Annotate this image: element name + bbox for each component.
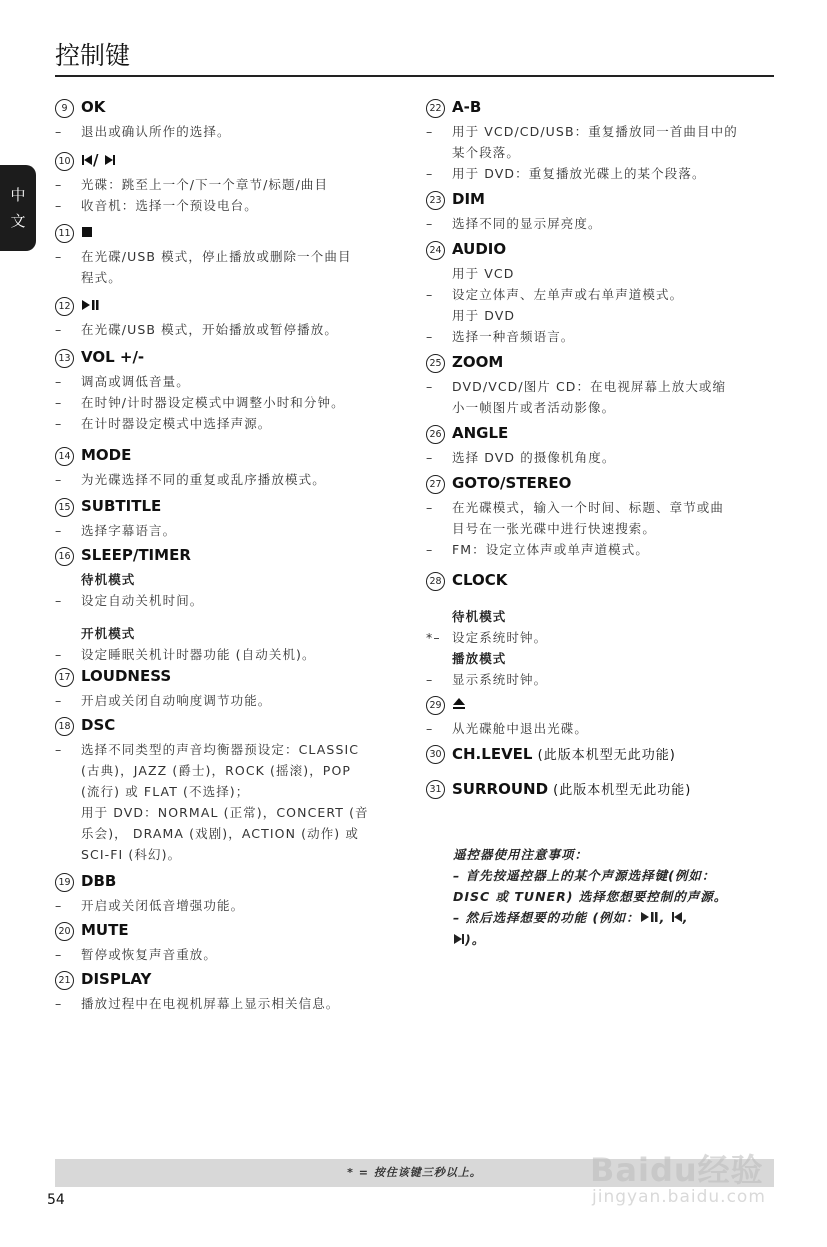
entry-number-badge: 31: [426, 780, 445, 799]
line-text: 在光碟/USB 模式，停止播放或删除一个曲目: [81, 249, 352, 264]
entry-number-badge: 11: [55, 224, 74, 243]
entry-key-label: [81, 921, 129, 939]
entry-number-badge: 21: [55, 971, 74, 990]
line-text: 显示系统时钟。: [452, 672, 548, 687]
line-text: 在计时器设定模式中选择声源。: [81, 416, 272, 431]
bullet-dash: –: [55, 647, 63, 662]
watermark: [590, 1135, 780, 1215]
notes-line-1: – 首先按遥控器上的某个声源选择键(例如：: [453, 868, 716, 883]
line-text: 暂停或恢复声音重放。: [81, 947, 218, 962]
entry-key-label: [452, 353, 503, 371]
entry-number-badge: 14: [55, 447, 74, 466]
previous-icon: [81, 152, 93, 170]
line-text: 选择不同的显示屏亮度。: [452, 216, 602, 231]
bullet-dash: –: [426, 329, 434, 344]
line-text: FM：设定立体声或单声道模式。: [452, 542, 649, 557]
entry-key-label: [452, 474, 571, 492]
unsupported-note: (此版本机型无此功能): [548, 783, 692, 798]
line-text: 选择 DVD 的摄像机角度。: [452, 450, 616, 465]
notes-line-3-text: – 然后选择想要的功能 (例如：: [453, 910, 640, 925]
entry-number-badge: 30: [426, 745, 445, 764]
key-name: CLOCK: [452, 571, 508, 589]
key-name: SLEEP/TIMER: [81, 546, 191, 564]
entry-number-badge: 24: [426, 241, 445, 260]
line-text: 用于 VCD: [452, 266, 515, 281]
entry-number-badge: 10: [55, 152, 74, 171]
bullet-dash: –: [55, 996, 63, 1011]
bullet-dash: –: [426, 500, 434, 515]
entry-number-badge: 12: [55, 297, 74, 316]
bullet-dash: –: [426, 542, 434, 557]
line-text: 用于 VCD/CD/USB：重复播放同一首曲目中的: [452, 124, 738, 139]
key-name: VOL +/-: [81, 348, 145, 366]
line-text: 用于 DVD: [452, 308, 516, 323]
line-text: (流行) 或 FLAT (不选择)；: [81, 784, 250, 799]
line-text: 在光碟模式，输入一个时间、标题、章节或曲: [452, 500, 725, 515]
entry-key-label: [81, 446, 131, 464]
bullet-dash: –: [55, 523, 63, 538]
key-name: DISPLAY: [81, 970, 152, 988]
bullet-dash: –: [55, 742, 63, 757]
eject-icon: [452, 696, 466, 714]
line-text: 待机模式: [81, 572, 136, 587]
key-name: MODE: [81, 446, 132, 464]
title-rule: [55, 75, 774, 77]
line-text: 用于 DVD：重复播放光碟上的某个段落。: [452, 166, 706, 181]
notes-line-2: DISC 或 TUNER) 选择您想要控制的声源。: [453, 889, 728, 904]
key-name: LOUDNESS: [81, 667, 172, 685]
entry-number-badge: 16: [55, 547, 74, 566]
entry-key-label: [81, 151, 116, 170]
entry-number-badge: 22: [426, 99, 445, 118]
line-text: (古典)，JAZZ (爵士)，ROCK (摇滚)，POP: [81, 763, 352, 778]
notes-line-3-end: ,: [682, 910, 689, 925]
entry-key-label: [81, 497, 161, 515]
bullet-dash: –: [55, 322, 63, 337]
line-text: 光碟：跳至上一个/下一个章节/标题/曲目: [81, 177, 329, 192]
notes-line-3: [453, 907, 727, 929]
bullet-dash: –: [426, 166, 434, 181]
entry-number-badge: 27: [426, 475, 445, 494]
entry-key-label: [81, 223, 93, 242]
notes-line-3-sep: ,: [659, 910, 671, 925]
line-text: 设定自动关机时间。: [81, 593, 204, 608]
line-text: 从光碟舱中退出光碟。: [452, 721, 589, 736]
language-tab: [0, 165, 36, 251]
key-name: OK: [81, 98, 106, 116]
entry-key-label: [81, 667, 171, 685]
bullet-dash: –: [55, 593, 63, 608]
key-name: AUDIO: [452, 240, 507, 258]
line-text: 待机模式: [452, 609, 507, 624]
entry-number-badge: 25: [426, 354, 445, 373]
next-icon: [453, 930, 465, 951]
entry-key-label: [452, 571, 507, 589]
entry-key-label: [81, 546, 191, 564]
bullet-dash: –: [426, 450, 434, 465]
line-text: SCI-FI (科幻)。: [81, 847, 182, 862]
entry-number-badge: 20: [55, 922, 74, 941]
key-name: MUTE: [81, 921, 129, 939]
bullet-dash: –: [55, 947, 63, 962]
key-name: SUBTITLE: [81, 497, 162, 515]
line-text: 某个段落。: [452, 145, 521, 160]
line-text: 开启或关闭低音增强功能。: [81, 898, 245, 913]
previous-icon: [671, 908, 683, 929]
entry-key-label: [81, 716, 115, 734]
line-text: 调高或调低音量。: [81, 374, 190, 389]
entry-number-badge: 26: [426, 425, 445, 444]
entry-number-badge: 23: [426, 191, 445, 210]
bullet-dash: –: [55, 124, 63, 139]
line-text: 为光碟选择不同的重复或乱序播放模式。: [81, 472, 326, 487]
line-text: 在时钟/计时器设定模式中调整小时和分钟。: [81, 395, 345, 410]
entry-number-badge: 18: [55, 717, 74, 736]
bullet-dash: –: [426, 287, 434, 302]
notes-line-4: [453, 929, 727, 951]
entry-number-badge: 28: [426, 572, 445, 591]
line-text: 播放过程中在电视机屏幕上显示相关信息。: [81, 996, 340, 1011]
entry-key-label: [81, 98, 105, 116]
line-text: 收音机：选择一个预设电台。: [81, 198, 258, 213]
line-text: 选择不同类型的声音均衡器预设定：CLASSIC: [81, 742, 360, 757]
line-text: 小一帧图片或者活动影像。: [452, 400, 616, 415]
bullet-dash: –: [426, 124, 434, 139]
notes-line-4-text: )。: [465, 932, 486, 947]
line-text: 程式。: [81, 270, 122, 285]
key-name: CH.LEVEL: [452, 745, 533, 763]
line-text: 播放模式: [452, 651, 507, 666]
bullet-dash: –: [55, 898, 63, 913]
bullet-dash: –: [55, 395, 63, 410]
entry-key-label: [81, 872, 116, 890]
bullet-dash: –: [55, 416, 63, 431]
key-name: ZOOM: [452, 353, 504, 371]
entry-key-label: [452, 190, 485, 208]
bullet-dash: –: [55, 374, 63, 389]
entry-number-badge: 17: [55, 668, 74, 687]
bullet-dash: –: [55, 249, 63, 264]
page-title: 控制键: [55, 41, 131, 70]
page-number: 54: [47, 1192, 65, 1208]
key-name: GOTO/STEREO: [452, 474, 572, 492]
entry-number-badge: 9: [55, 99, 74, 118]
stop-icon: [81, 224, 93, 242]
line-text: 设定系统时钟。: [452, 630, 548, 645]
entry-number-badge: 19: [55, 873, 74, 892]
key-name: DSC: [81, 716, 116, 734]
entry-key-label: [452, 424, 508, 442]
line-text: 开机模式: [81, 626, 136, 641]
key-name: DBB: [81, 872, 117, 890]
bullet-dash: –: [426, 672, 434, 687]
entry-number-badge: 15: [55, 498, 74, 517]
line-text: 退出或确认所作的选择。: [81, 124, 231, 139]
entry-key-label: [452, 744, 676, 763]
key-name: A-B: [452, 98, 482, 116]
footer-note: * = 按住该键三秒以上。: [347, 1166, 482, 1179]
entry-key-label: [452, 98, 481, 116]
entry-key-label: [81, 970, 151, 988]
watermark-logo: Baidu经验: [590, 1151, 764, 1189]
bullet-dash: –: [55, 177, 63, 192]
bullet-dash: *–: [426, 630, 441, 645]
remote-usage-notes: [453, 844, 727, 951]
line-text: 选择字幕语言。: [81, 523, 177, 538]
line-text: 设定立体声、左单声或右单声道模式。: [452, 287, 684, 302]
line-text: 目号在一张光碟中进行快速搜索。: [452, 521, 657, 536]
icon-separator: /: [93, 151, 104, 169]
unsupported-note: (此版本机型无此功能): [532, 748, 676, 763]
play-pause-icon: [640, 908, 660, 929]
entry-key-label: [81, 296, 101, 315]
bullet-dash: –: [426, 721, 434, 736]
language-tab-char-2: 文: [10, 212, 26, 230]
key-name: SURROUND: [452, 780, 549, 798]
line-text: 用于 DVD：NORMAL (正常)，CONCERT (音: [81, 805, 369, 820]
next-icon: [104, 152, 116, 170]
line-text: 选择一种音频语言。: [452, 329, 575, 344]
watermark-url: jingyan.baidu.com: [592, 1187, 766, 1207]
key-name: ANGLE: [452, 424, 509, 442]
play-pause-icon: [81, 297, 101, 315]
bullet-dash: –: [426, 216, 434, 231]
key-name: DIM: [452, 190, 485, 208]
line-text: 开启或关闭自动响度调节功能。: [81, 693, 272, 708]
line-text: 乐会)， DRAMA (戏剧)，ACTION (动作) 或: [81, 826, 359, 841]
bullet-dash: –: [55, 472, 63, 487]
entry-key-label: [81, 348, 144, 366]
bullet-dash: –: [55, 693, 63, 708]
notes-title: 遥控器使用注意事项：: [453, 847, 589, 862]
entry-key-label: [452, 240, 506, 258]
language-tab-char-1: 中: [10, 186, 26, 204]
bullet-dash: –: [426, 379, 434, 394]
entry-number-badge: 29: [426, 696, 445, 715]
line-text: DVD/VCD/图片 CD：在电视屏幕上放大或缩: [452, 379, 727, 394]
entry-key-label: [452, 695, 466, 714]
entry-key-label: [452, 779, 691, 798]
line-text: 设定睡眠关机计时器功能 (自动关机)。: [81, 647, 316, 662]
bullet-dash: –: [55, 198, 63, 213]
entry-number-badge: 13: [55, 349, 74, 368]
line-text: 在光碟/USB 模式，开始播放或暂停播放。: [81, 322, 338, 337]
